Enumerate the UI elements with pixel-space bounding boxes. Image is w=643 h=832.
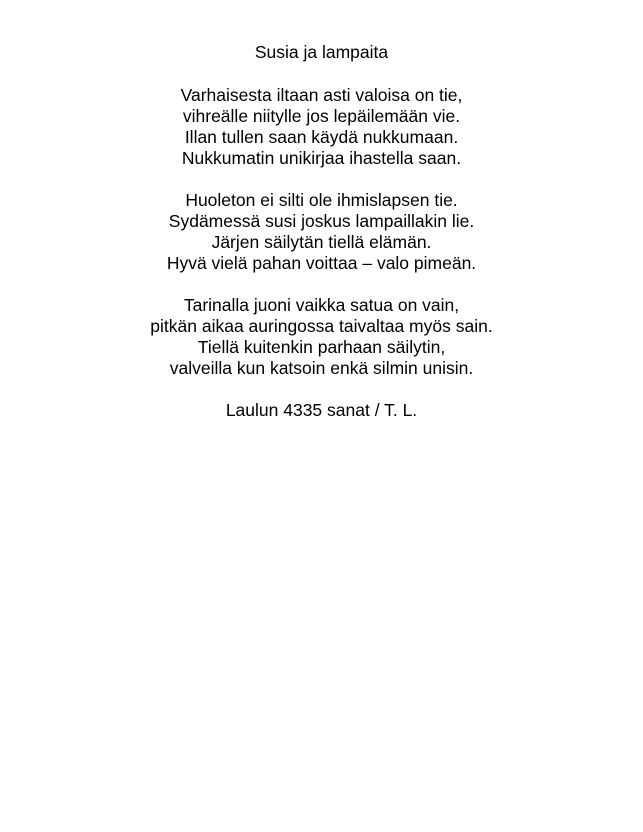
signature-text: Laulun 4335 sanat / T. L. xyxy=(225,400,418,420)
stanza-line: valveilla kun katsoin enkä silmin unisin. xyxy=(169,358,474,378)
stanza-2 xyxy=(0,190,643,274)
signature xyxy=(0,400,643,421)
stanza-line: Nukkumatin unikirjaa ihastella saan. xyxy=(181,148,462,168)
stanza-3 xyxy=(0,295,643,379)
stanza-line: Tiellä kuitenkin parhaan säilytin, xyxy=(197,337,446,357)
poem-title-text: Susia ja lampaita xyxy=(254,42,389,62)
poem-title xyxy=(0,42,643,63)
stanza-line: vihreälle niitylle jos lepäilemään vie. xyxy=(182,106,461,126)
stanza-line: pitkän aikaa auringossa taivaltaa myös sain. xyxy=(150,316,493,336)
stanza-line: Järjen säilytän tiellä elämän. xyxy=(211,232,432,252)
stanza-line: Hyvä vielä pahan voittaa – valo pimeän. xyxy=(166,253,477,273)
stanza-line: Huoleton ei silti ole ihmislapsen tie. xyxy=(185,190,458,210)
stanza-line: Sydämessä susi joskus lampaillakin lie. xyxy=(168,211,475,231)
stanza-1 xyxy=(0,85,643,169)
stanza-line: Illan tullen saan käydä nukkumaan. xyxy=(184,127,459,147)
stanza-line: Varhaisesta iltaan asti valoisa on tie, xyxy=(180,85,463,105)
stanza-line: Tarinalla juoni vaikka satua on vain, xyxy=(183,295,460,315)
